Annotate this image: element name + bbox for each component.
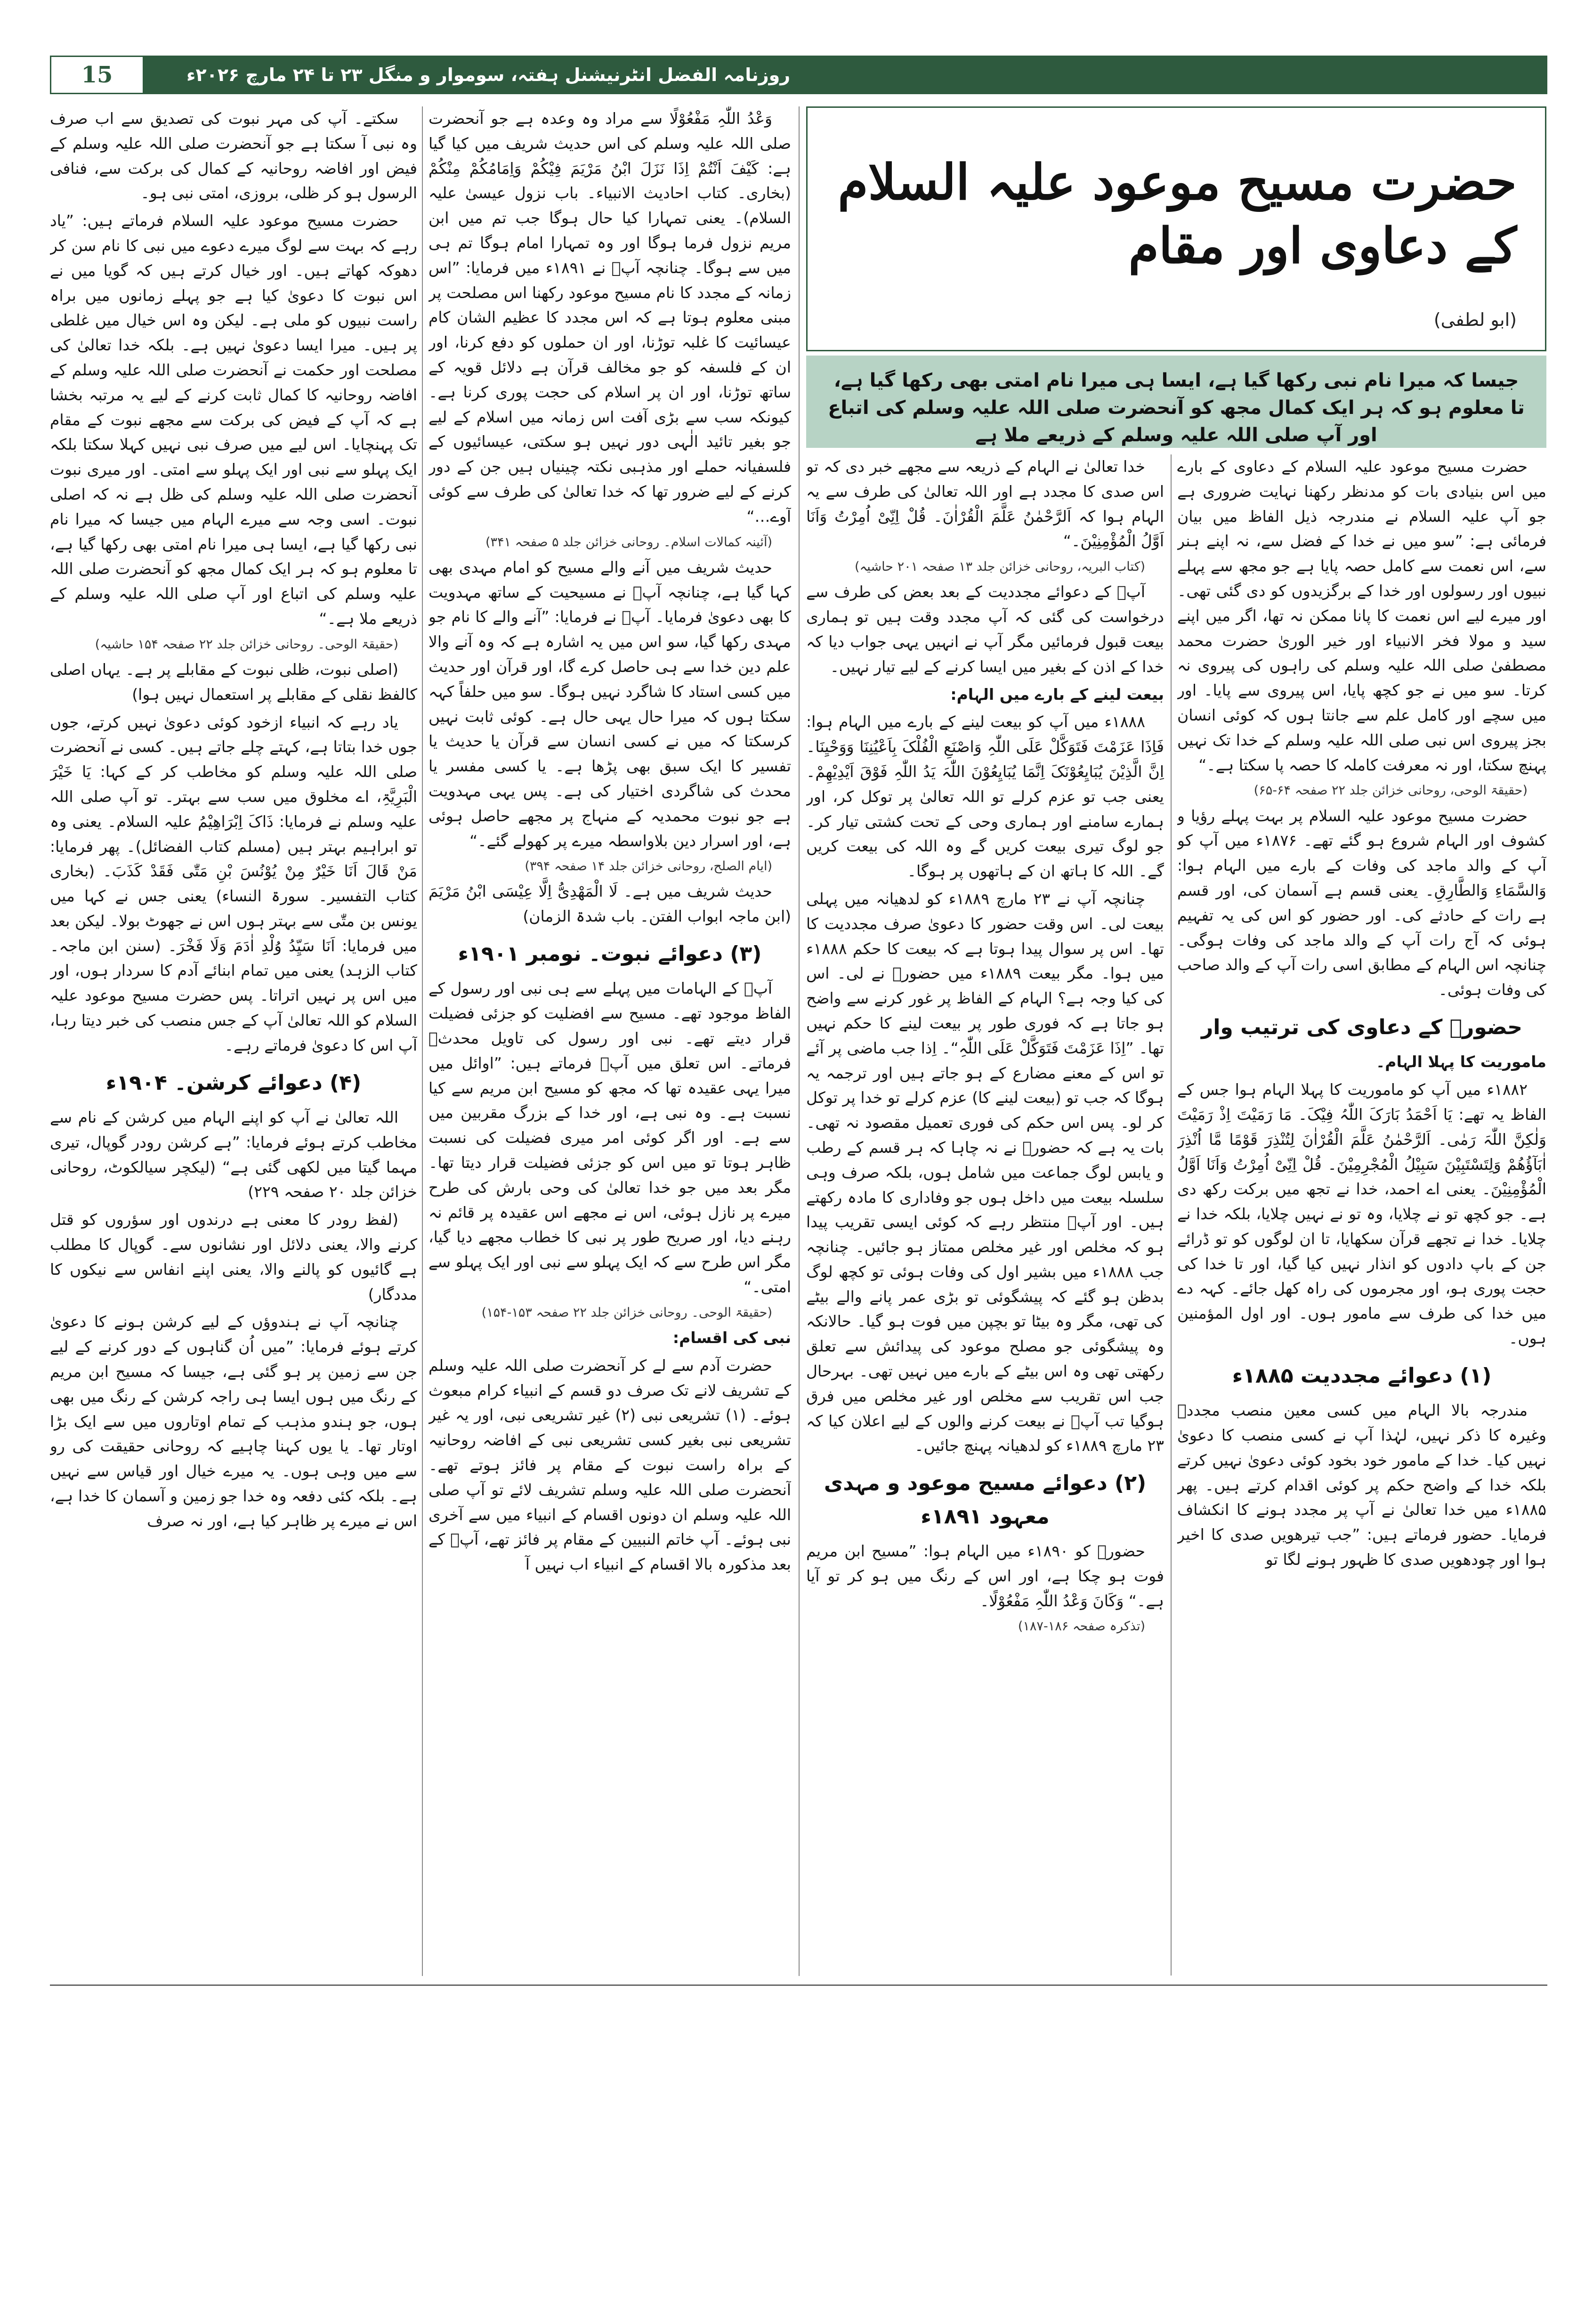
pull-quote: جیسا کہ میرا نام نبی رکھا گیا ہے، ایسا ہی میرا نام امتی بھی رکھا گیا ہے، تا معلوم ہو کہ ہر ایک کمال مجھ کو آنحضرت صلی اللہ علیہ وسلم کی اتباع اور آپ صلی اللہ علیہ وسلم کے ذریعے ملا ہے [806,356,1546,448]
paragraph: چنانچہ آپ نے ۲۳ مارچ ۱۸۸۹ء کو لدھیانہ میں پہلی بیعت لی۔ اس وقت حضور کا دعویٰ صرف مجددیت کا تھا۔ اس پر سوال پیدا ہوتا ہے کہ بیعت کا حکم ۱۸۸۸ء میں ہوا۔ مگر بیعت ۱۸۸۹ء میں حضورؑ نے لی۔ اس کی کیا وجہ ہے؟ الہام کے الفاظ پر غور کرنے سے واضح ہو جاتا ہے کہ فوری طور پر بیعت لینے کا حکم نہیں تھا۔ ”اِذَا عَزَمْتَ فَتَوَکَّلْ عَلَی اللّٰہِ“۔ اِذا جب ماضی پر آئے تو اس کے معنے مضارع کے ہو جاتے ہیں اور ترجمہ یہ ہوگا کہ جب تو (بیعت لینے کا) عزم کرلے تو خدا پر توکل کر لو۔ پس اس حکم کی فوری تعمیل مقصود نہ تھی۔ بات یہ ہے کہ حضورؑ نے نہ چاہا کہ ہر قسم کے رطب و یابس لوگ جماعت میں شامل ہوں، بلکہ صرف وہی سلسلہ بیعت میں داخل ہوں جو وفاداری کا مادہ رکھتے ہیں۔ اور آپؑ منتظر رہے کہ کوئی ایسی تقریب پیدا ہو کہ مخلص اور غیر مخلص ممتاز ہو جائیں۔ چنانچہ جب ۱۸۸۸ء میں بشیر اول کی وفات ہوئی تو کچھ لوگ بدظن ہو گئے کہ پیشگوئی تو بڑی عمر پانے والے بیٹے کی تھی، مگر وہ بیٹا تو بچپن میں فوت ہو گیا۔ حالانکہ وہ پیشگوئی جو مصلح موعود کی پیدائش سے تعلق رکھتی تھی وہ اس بیٹے کے بارے میں نہیں تھی۔ بہرحال جب اس تقریب سے مخلص اور غیر مخلص میں فرق ہوگیا تب آپؑ نے بیعت کرنے والوں کے لیے اعلان کیا کہ ۲۳ مارچ ۱۸۸۹ء کو لدھیانہ پہنچ جائیں۔ [806,889,1164,1455]
article-title: حضرت مسیح موعود علیہ السلام کے دعاوی اور مقام [838,153,1517,275]
reference: (آئینہ کمالات اسلام۔ روحانی خزائن جلد ۵ صفحہ ۳۴۱) [485,534,772,550]
paragraph: ۱۸۸۲ء میں آپ کو ماموریت کا پہلا الہام ہوا جس کے الفاظ یہ تھے: یَا اَحْمَدُ بَارَکَ اللّٰہُ فِیْکَ۔ مَا رَمَیْتَ اِذْ رَمَیْتَ وَلٰکِنَّ اللّٰہَ رَمٰی۔ اَلرَّحْمٰنُ عَلَّمَ الْقُرْاٰنَ لِتُنْذِرَ قَوْمًا مَّا اُنْذِرَ اٰبَآؤُھُمْ وَلِتَسْتَبِیْنَ سَبِیْلُ الْمُجْرِمِیْنَ۔ قُلْ اِنِّیْ اُمِرْتُ وَاَنَا اَوَّلُ الْمُؤْمِنِیْنَ۔ یعنی اے احمد، خدا نے تجھ میں برکت رکھ دی ہے۔ جو کچھ تو نے چلایا، وہ تو نے نہیں چلایا، بلکہ خدا نے چلایا۔ خدا نے تجھے قرآن سکھایا، تا ان لوگوں کو تو ڈرائے جن کے باپ دادوں کو انذار نہیں کیا گیا، اور تا خدا کی حجت پوری ہو، اور مجرموں کی راہ کھل جائے۔ کہہ دے میں خدا کی طرف سے مامور ہوں۔ اور اول المؤمنین ہوں۔ [1177,1080,1546,1348]
column-rule [1171,454,1172,1976]
column-rule [422,106,423,1976]
paragraph: خدا تعالیٰ نے الہام کے ذریعہ سے مجھے خبر دی کہ تو اس صدی کا مجدد ہے اور اللہ تعالیٰ کی طرف سے یہ الہام ہوا کہ اَلرَّحْمٰنُ عَلَّمَ الْقُرْاٰنَ۔ قُلْ اِنِّیْ اُمِرْتُ وَاَنَا اَوَّلُ الْمُؤْمِنِیْنَ۔“ [806,457,1164,551]
page-number: 15 [50,56,144,94]
paragraph: حدیث شریف میں ہے۔ لَا الْمَھْدِیُّ اِلَّا عِیْسَی ابْنُ مَرْیَمَ (ابن ماجہ ابواب الفتن۔ باب شدۃ الزمان) [429,882,791,926]
paragraph: (لفظ رودر کا معنی ہے درندوں اور سؤروں کو قتل کرنے والا، یعنی دلائل اور نشانوں سے۔ گوپال کا مطلب ہے گائیوں کو پالنے والا، یعنی اپنے انفاس سے نیکوں کا مددگار) [50,1210,417,1304]
paragraph: حدیث شریف میں آنے والے مسیح کو امام مہدی بھی کہا گیا ہے، چنانچہ آپؑ نے مسیحیت کے ساتھ مہدویت کا بھی دعویٰ فرمایا۔ آپؑ نے فرمایا: ”آنے والے کا نام جو مہدی رکھا گیا، سو اس میں یہ اشارہ ہے کہ وہ آنے والا علم دین خدا سے ہی حاصل کرے گا، اور قرآن اور حدیث میں کسی استاد کا شاگرد نہیں ہوگا۔ سو میں حلفاً کہہ سکتا ہوں کہ میرا حال یہی حال ہے۔ کوئی ثابت نہیں کرسکتا کہ میں نے کسی انسان سے قرآن یا حدیث یا تفسیر کا ایک سبق بھی پڑھا ہے۔ یا کسی مفسر یا محدث کی شاگردی اختیار کی ہے۔ پس یہی مہدویت ہے جو نبوت محمدیہ کے منہاج پر مجھے حاصل ہوئی ہے، اور اسرار دین بلاواسطہ میرے پر کھولے گئے۔“ [429,558,791,850]
page-header [50,56,1547,94]
reference: (تذکرہ صفحہ ۱۸۶-۱۸۷) [1018,1619,1145,1634]
reference: (حقیقۃ الوحی۔ روحانی خزائن جلد ۲۲ صفحہ ۱۵۴ حاشیہ) [95,637,398,652]
paragraph: حضورؑ کو ۱۸۹۰ء میں الہام ہوا: ”مسیح ابن مریم فوت ہو چکا ہے، اور اس کے رنگ میں ہو کر تو آیا ہے۔“ وَکَانَ وَعْدُ اللّٰہِ مَفْعُوْلًا۔ [806,1542,1164,1610]
column-1 [1177,454,1546,2324]
footer-rule [50,1984,1547,1986]
paragraph: (اصلی نبوت، ظلی نبوت کے مقابلے پر ہے۔ یہاں اصلی کالفظ نقلی کے مقابلے پر استعمال نہیں ہوا) [50,660,417,704]
column-3 [429,106,791,1976]
reference: (کتاب البریہ، روحانی خزائن جلد ۱۳ صفحہ ۲۰۱ حاشیہ) [854,559,1145,575]
subheading: ماموریت کا پہلا الہام۔ [1375,1053,1546,1071]
paragraph: حضرت آدم سے لے کر آنحضرت صلی اللہ علیہ وسلم کے تشریف لانے تک صرف دو قسم کے انبیاء کرام مبعوث ہوئے۔ (۱) تشریعی نبی (۲) غیر تشریعی نبی، اور یہ غیر تشریعی نبی بغیر کسی تشریعی نبی کے افاضہ روحانیہ کے براہ راست نبوت کے مقام پر فائز ہوتے تھے۔ آنحضرت صلی اللہ علیہ وسلم تشریف لائے تو آپ صلی اللہ علیہ وسلم ان دونوں اقسام کے انبیاء میں سے آخری نبی ہوئے۔ آپ خاتم النبیین کے مقام پر فائز تھے، آپؐ کے بعد مذکورہ بالا اقسام کے انبیاء اب نہیں آ [429,1356,791,1574]
dateline: روزنامہ الفضل انٹرنیشنل ہفتہ، سوموار و منگل ۲۳ تا ۲۴ مارچ ۲۰۲۶ء [186,65,791,85]
column-4 [50,106,417,1976]
paragraph: حضرت مسیح موعود علیہ السلام کے دعاوی کے بارے میں اس بنیادی بات کو مدنظر رکھنا نہایت ضروری ہے جو آپ علیہ السلام نے مندرجہ ذیل الفاظ میں بیان فرمائی ہے: ”سو میں نے خدا کے فضل سے، نہ اپنے ہنر سے، اس نعمت سے کامل حصہ پایا ہے جو مجھ سے پہلے نبیوں اور رسولوں اور خدا کے برگزیدوں کو دی گئی تھی۔ اور میرے لیے اس نعمت کا پانا ممکن نہ تھا، اگر میں اپنے سید و مولا فخر الانبیاء اور خیر الوریٰ حضرت محمد مصطفیٰ صلی اللہ علیہ وسلم کی راہوں کی پیروی نہ کرتا۔ سو میں نے جو کچھ پایا، اس پیروی سے پایا۔ اور میں سچے اور کامل علم سے جانتا ہوں کہ کوئی انسان بجز پیروی اس نبی صلی اللہ علیہ وسلم کے خدا تک نہیں پہنچ سکتا، اور نہ معرفت کاملہ کا حصہ پا سکتا ہے۔“ [1177,457,1546,774]
paragraph: اللہ تعالیٰ نے آپ کو اپنے الہام میں کرشن کے نام سے مخاطب کرتے ہوئے فرمایا: ”ہے کرشن رودر گوپال، تیری مہما گیتا میں لکھی گئی ہے“ (لیکچر سیالکوٹ، روحانی خزائن جلد ۲۰ صفحہ ۲۲۹) [50,1108,417,1201]
subheading: نبی کی اقسام: [672,1328,791,1347]
column-2 [806,454,1164,1976]
paragraph: یاد رہے کہ انبیاء ازخود کوئی دعویٰ نہیں کرتے، جوں جوں خدا بتاتا ہے، کہتے چلے جاتے ہیں۔ کسی نے آنحضرت صلی اللہ علیہ وسلم کو مخاطب کر کے کہا: یَا خَیْرَ الْبَرِیَّۃِ، اے مخلوق میں سب سے بہتر۔ تو آپ صلی اللہ علیہ وسلم نے فرمایا: ذَاکَ اِبْرَاھِیْمُ علیہ السلام۔ یعنی وہ تو ابراہیم بہتر ہیں (مسلم کتاب الفضائل)۔ پھر فرمایا: مَنْ قَالَ اَنَا خَیْرٌ مِنْ یُوْنُسَ بْنِ مَتّٰی فَقَدْ کَذَبَ۔ (بخاری کتاب التفسیر۔ سورۃ النساء) یعنی جس نے کہا میں یونس بن متّٰی سے بہتر ہوں اس نے جھوٹ بولا۔ لیکن بعد میں فرمایا: اَنَا سَیِّدُ وُلْدِ اٰدَمَ وَلَا فَخْرَ۔ (سنن ابن ماجہ۔ کتاب الزہد) یعنی میں تمام ابنائے آدم کا سردار ہوں، اور میں اس پر نہیں اتراتا۔ پس حضرت مسیح موعود علیہ السلام کو اللہ تعالیٰ آپ کے جس منصب کی خبر دیتا رہا، آپ اس کا دعویٰ فرماتے رہے۔ [50,713,417,1054]
byline: (ابو لطفی) [1433,309,1517,330]
paragraph: حضرت مسیح موعود علیہ السلام فرماتے ہیں: ”یاد رہے کہ بہت سے لوگ میرے دعوے میں نبی کا نام سن کر دھوکہ کھاتے ہیں۔ اور خیال کرتے ہیں کہ گویا میں نے اس نبوت کا دعویٰ کیا ہے جو پہلے زمانوں میں براہ راست نبیوں کو ملی ہے۔ لیکن وہ اس خیال میں غلطی پر ہیں۔ میرا ایسا دعویٰ نہیں ہے۔ بلکہ خدا تعالیٰ کی مصلحت اور حکمت نے آنحضرت صلی اللہ علیہ وسلم کے افاضہ روحانیہ کا کمال ثابت کرنے کے لیے یہ مرتبہ بخشا ہے کہ آپ کے فیض کی برکت سے مجھے نبوت کے مقام تک پہنچایا۔ اس لیے میں صرف نبی نہیں کہلا سکتا بلکہ ایک پہلو سے نبی اور ایک پہلو سے امتی۔ اور میری نبوت آنحضرت صلی اللہ علیہ وسلم کی ظل ہے نہ کہ اصلی نبوت۔ اسی وجہ سے میرے الہام میں جیسا کہ میرا نام نبی رکھا گیا ہے، ایسا ہی میرا نام امتی بھی رکھا گیا ہے، تا معلوم ہو کہ ہر ایک کمال مجھ کو آنحضرت صلی اللہ علیہ وسلم کی اتباع اور آپ صلی اللہ علیہ وسلم کے ذریعے ملا ہے۔“ [50,211,417,628]
section-heading: (۱) دعوائے مجددیت ۱۸۸۵ء [1232,1363,1492,1388]
section-heading: (۴) دعوائے کرشن۔ ۱۹۰۴ء [105,1070,362,1095]
subheading: بیعت لینے کے بارے میں الہام: [950,685,1164,704]
paragraph: وَعْدُ اللّٰہِ مَفْعُوْلًا سے مراد وہ وعدہ ہے جو آنحضرت صلی اللہ علیہ وسلم کی اس حدیث شریف میں کیا گیا ہے: کَیْفَ اَنْتُمْ اِذَا نَزَلَ ابْنُ مَرْیَمَ فِیْکُمْ وَاِمَامُکُمْ مِنْکُمْ (بخاری۔ کتاب احادیث الانبیاء۔ باب نزول عیسیٰ علیہ السلام)۔ یعنی تمہارا کیا حال ہوگا جب تم میں ابن مریم نزول فرما ہوگا اور وہ تمہارا امام ہوگا تم ہی میں سے ہوگا۔ چنانچہ آپؑ نے ۱۸۹۱ء میں فرمایا: ”اس زمانہ کے مجدد کا نام مسیح موعود رکھنا اس مصلحت پر مبنی معلوم ہوتا ہے کہ اس مجدد کا عظیم الشان کام عیسائیت کا غلبہ توڑنا، اور ان حملوں کو دفع کرنا، اور ان کے فلسفہ کو جو مخالف قرآن ہے دلائل قویہ کے ساتھ توڑنا، اور ان پر اسلام کی حجت پوری کرنا ہے۔ کیونکہ سب سے بڑی آفت اس زمانہ میں اسلام کے لیے جو بغیر تائید الٰہی دور نہیں ہو سکتی، عیسائیوں کے فلسفیانہ حملے اور مذہبی نکتہ چینیاں ہیں جن کے دور کرنے کے لیے ضرور تھا کہ خدا تعالیٰ کی طرف سے کوئی آوے…“ [429,109,791,526]
paragraph: ۱۸۸۸ء میں آپ کو بیعت لینے کے بارے میں الہام ہوا: فَاِذَا عَزَمْتَ فَتَوَکَّلْ عَلَی اللّٰہِ وَاصْنَعِ الْفُلْکَ بِاَعْیُنِنَا وَوَحْیِنَا۔ اِنَّ الَّذِیْنَ یُبَایِعُوْنَکَ اِنَّمَا یُبَایِعُوْنَ اللّٰہَ یَدُ اللّٰہِ فَوْقَ اَیْدِیْھِمْ۔ یعنی جب تو عزم کرلے تو اللہ تعالیٰ پر توکل کر، اور ہمارے سامنے اور ہماری وحی کے تحت کشتی تیار کر۔ جو لوگ تیری بیعت کریں گے وہ اللہ کی بیعت کریں گے۔ اللہ کا ہاتھ ان کے ہاتھوں پر ہوگا۔ [806,713,1164,881]
reference: (ایام الصلح، روحانی خزائن جلد ۱۴ صفحہ ۳۹۴) [525,859,772,874]
column-rule [799,106,800,1976]
paragraph: آپؑ کے الہامات میں پہلے سے ہی نبی اور رسول کے الفاظ موجود تھے۔ مسیح سے افضلیت کو جزئی فضیلت قرار دیتے تھے۔ نبی اور رسول کی تاویل محدثؑ فرماتے۔ اس تعلق میں آپؑ فرماتے ہیں: ”اوائل میں میرا یہی عقیدہ تھا کہ مجھ کو مسیح ابن مریم سے کیا نسبت ہے۔ وہ نبی ہے، اور خدا کے بزرگ مقربین میں سے ہے۔ اور اگر کوئی امر میری فضیلت کی نسبت ظاہر ہوتا تو میں اس کو جزئی فضیلت قرار دیتا تھا۔ مگر بعد میں جو خدا تعالیٰ کی وحی بارش کی طرح میرے پر نازل ہوئی، اس نے مجھے اس عقیدہ پر قائم نہ رہنے دیا، اور صریح طور پر نبی کا خطاب مجھے دیا گیا، مگر اس طرح سے کہ ایک پہلو سے نبی اور ایک پہلو سے امتی۔“ [429,979,791,1296]
title-box [806,106,1546,351]
paragraph: مندرجہ بالا الہام میں کسی معین منصب مجددؑ وغیرہ کا ذکر نہیں، لہٰذا آپ نے کسی منصب کا دعویٰ نہیں کیا۔ خدا کے مامور خود بخود کوئی دعویٰ نہیں کرتے بلکہ خدا کے واضح حکم پر کوئی اقدام کرتے ہیں۔ پھر ۱۸۸۵ء میں خدا تعالیٰ نے آپ پر مجدد ہونے کا انکشاف فرمایا۔ حضور فرماتے ہیں: ”جب تیرھویں صدی کا اخیر ہوا اور چودھویں صدی کا ظہور ہونے لگا تو [1177,1401,1546,1569]
reference: (حقیقۃ الوحی، روحانی خزائن جلد ۲۲ صفحہ ۶۴-۶۵) [1253,783,1528,798]
paragraph: سکتے۔ آپ کی مہر نبوت کی تصدیق سے اب صرف وہ نبی آ سکتا ہے جو آنحضرت صلی اللہ علیہ وسلم کے فیض اور افاضہ روحانیہ کے کمال کی برکت سے، فنافی الرسول ہو کر ظلی، بروزی، امتی نبی ہو۔ [50,109,417,202]
section-heading: (۲) دعوائے مسیح موعود و مہدی معہود ۱۸۹۱ء [824,1471,1147,1529]
section-heading: (۳) دعوائے نبوت۔ نومبر ۱۹۰۱ء [458,942,762,966]
reference: (حقیقۃ الوحی۔ روحانی خزائن جلد ۲۲ صفحہ ۱۵۳-۱۵۴) [481,1305,772,1320]
paragraph: حضرت مسیح موعود علیہ السلام پر بہت پہلے رؤیا و کشوف اور الہام شروع ہو گئے تھے۔ ۱۸۷۶ء میں آپ کو آپ کے والد ماجد کی وفات کے بارے میں الہام ہوا: وَالسَّمَاءِ وَالطَّارِقِ۔ یعنی قسم ہے آسمان کی، اور قسم ہے رات کے حادثے کی۔ اور حضور کو اس کی یہ تفہیم ہوئی کہ آج رات آپ کے والد ماجد کی وفات ہوگی۔ چنانچہ اس الہام کے مطابق اسی رات آپ کے والد صاحب کی وفات ہوئی۔ [1177,806,1546,999]
section-heading: حضورؑ کے دعاوی کی ترتیب وار [1201,1015,1522,1039]
paragraph: چنانچہ آپ نے ہندوؤں کے لیے کرشن ہونے کا دعویٰ کرتے ہوئے فرمایا: ”میں اُن گناہوں کے دور کرنے کے لیے جن سے زمین پر ہو گئی ہے، جیسا کہ مسیح ابن مریم کے رنگ میں ہوں ایسا ہی راجہ کرشن کے رنگ میں بھی ہوں، جو ہندو مذہب کے تمام اوتاروں میں سے ایک بڑا اوتار تھا۔ یا یوں کہنا چاہیے کہ روحانی حقیقت کی رو سے میں وہی ہوں۔ یہ میرے خیال اور قیاس سے نہیں ہے۔ بلکہ کئی دفعہ وہ خدا جو زمین و آسمان کا خدا ہے، اس نے میرے پر ظاہر کیا ہے، اور نہ صرف [50,1312,417,1530]
paragraph: آپؑ کے دعوائے مجددیت کے بعد بعض کی طرف سے درخواست کی گئی کہ آپ مجدد وقت ہیں تو ہماری بیعت قبول فرمائیں مگر آپ نے انہیں یہی جواب دیا کہ خدا کے اذن کے بغیر میں ایسا کرنے کے لیے تیار نہیں۔ [806,583,1164,676]
